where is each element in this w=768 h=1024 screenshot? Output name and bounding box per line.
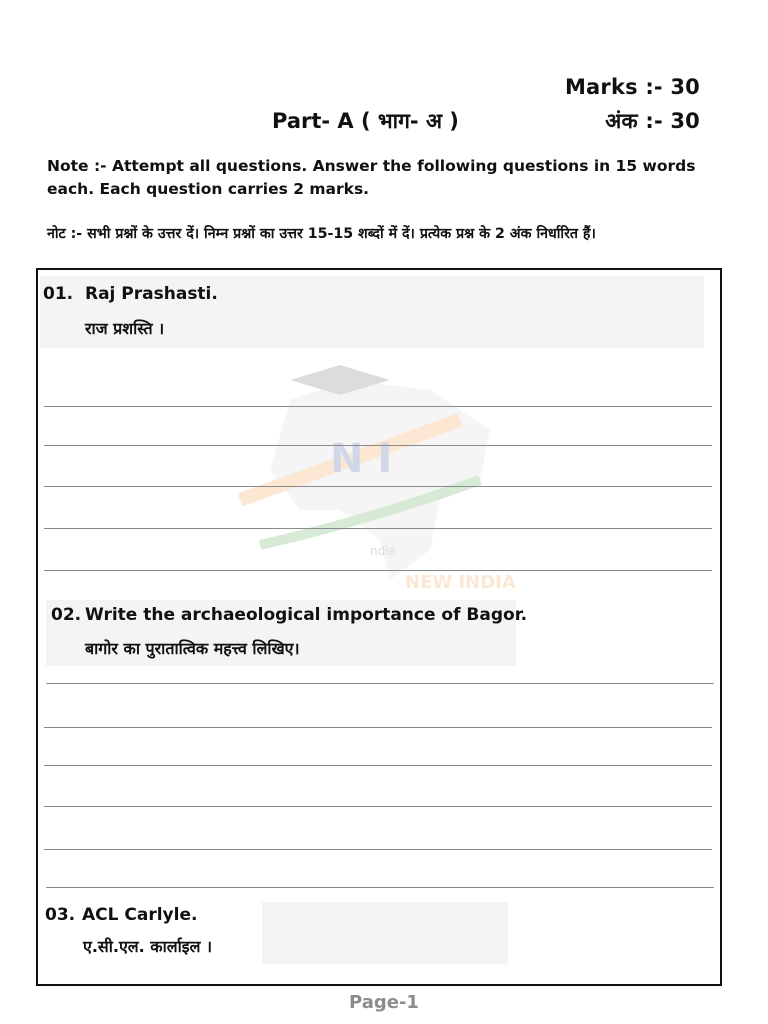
- answer-line: [44, 445, 712, 446]
- question-2-hindi: बागोर का पुरातात्विक महत्त्व लिखिए।: [85, 639, 300, 658]
- part-title: Part- A ( भाग- अ ): [272, 109, 459, 133]
- note-english: Note :- Attempt all questions. Answer the following questions in 15 words each. Each question carries 2 marks.: [47, 157, 696, 198]
- marks-hindi: अंक :- 30: [605, 109, 700, 133]
- question-text: Write the archaeological importance of Bagor.: [85, 605, 528, 625]
- question-2-english: [51, 605, 527, 625]
- watermark-small-text: ndia: [370, 544, 396, 558]
- answer-line: [44, 528, 712, 529]
- answer-line: [44, 765, 712, 766]
- answer-line: [46, 683, 714, 684]
- answer-line: [46, 887, 714, 888]
- note-hindi: नोट :- सभी प्रश्नों के उत्तर दें। निम्न प्रश्नों का उत्तर 15-15 शब्दों में दें। प्रत्येक प्रश्न के 2 अंक निर्धारित हैं।: [47, 226, 596, 242]
- answer-line: [44, 849, 712, 850]
- answer-line: [44, 486, 712, 487]
- question-1-hindi: राज प्रशस्ति ।: [85, 319, 165, 338]
- watermark-letters: N I: [330, 436, 393, 482]
- question-3-english: [45, 905, 197, 925]
- question-3-hindi: ए.सी.एल. कार्लाइल ।: [83, 937, 213, 956]
- answer-line: [44, 406, 712, 407]
- question-text: ACL Carlyle.: [82, 905, 198, 925]
- question-band: [262, 902, 508, 964]
- watermark-brand: NEW INDIA: [405, 572, 516, 593]
- answer-line: [44, 806, 712, 807]
- question-text: Raj Prashasti.: [85, 284, 218, 304]
- watermark-logo: [230, 360, 530, 600]
- question-number: 01.: [43, 284, 74, 304]
- page-number: Page-1: [349, 992, 419, 1013]
- marks-english: Marks :- 30: [564, 75, 700, 99]
- question-number: 03.: [45, 905, 76, 925]
- question-1-english: [43, 284, 218, 304]
- question-number: 02.: [51, 605, 82, 625]
- answer-line: [44, 727, 712, 728]
- answer-line: [44, 570, 712, 571]
